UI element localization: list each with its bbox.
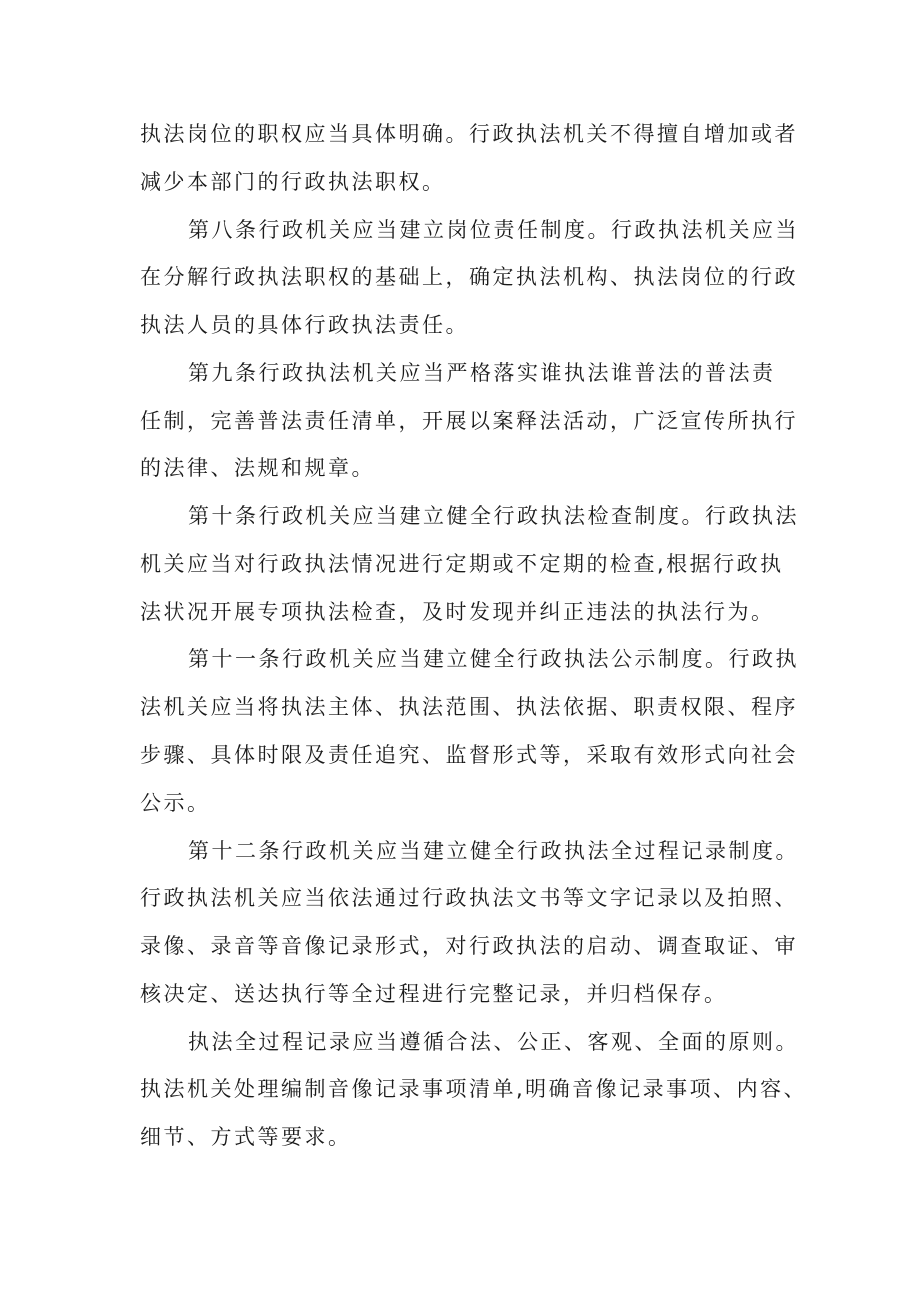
paragraph-start-line: 执法全过程记录应当遵循合法、公正、客观、全面的原则。 [188, 1030, 799, 1054]
text-line: 执法岗位的职权应当具体明确。行政执法机关不得擅自增加或者 [140, 122, 798, 146]
text-line: 细节、方式等要求。 [140, 1125, 352, 1149]
paragraph-start-line: 第十条行政机关应当建立健全行政执法检查制度。行政执法 [188, 504, 799, 528]
text-line: 步骤、具体时限及责任追究、监督形式等，采取有效形式向社会 [140, 743, 798, 767]
text-line: 公示。 [140, 791, 211, 815]
text-line: 机关应当对行政执法情况进行定期或不定期的检查,根据行政执 [140, 552, 784, 576]
text-line: 法机关应当将执法主体、执法范围、执法依据、职责权限、程序 [140, 695, 798, 719]
text-line: 执法机关处理编制音像记录事项清单,明确音像记录事项、内容、 [140, 1077, 808, 1101]
text-line: 在分解行政执法职权的基础上，确定执法机构、执法岗位的行政 [140, 265, 798, 289]
paragraph-start-line: 第十二条行政机关应当建立健全行政执法全过程记录制度。 [188, 839, 799, 863]
text-line: 减少本部门的行政执法职权。 [140, 170, 446, 194]
text-line: 录像、录音等音像记录形式，对行政执法的启动、调查取证、审 [140, 934, 798, 958]
text-line: 法状况开展专项执法检查，及时发现并纠正违法的执法行为。 [140, 600, 775, 624]
paragraph-start-line: 第九条行政执法机关应当严格落实谁执法谁普法的普法责 [188, 361, 776, 385]
text-line: 核决定、送达执行等全过程进行完整记录，并归档保存。 [140, 982, 728, 1006]
text-line: 行政执法机关应当依法通过行政执法文书等文字记录以及拍照、 [140, 886, 798, 910]
text-line: 任制，完善普法责任清单，开展以案释法活动，广泛宣传所执行 [140, 409, 798, 433]
paragraph-start-line: 第八条行政机关应当建立岗位责任制度。行政执法机关应当 [188, 218, 799, 242]
paragraph-start-line: 第十一条行政机关应当建立健全行政执法公示制度。行政执 [188, 647, 799, 671]
text-line: 执法人员的具体行政执法责任。 [140, 313, 469, 337]
text-line: 的法律、法规和规章。 [140, 456, 375, 480]
